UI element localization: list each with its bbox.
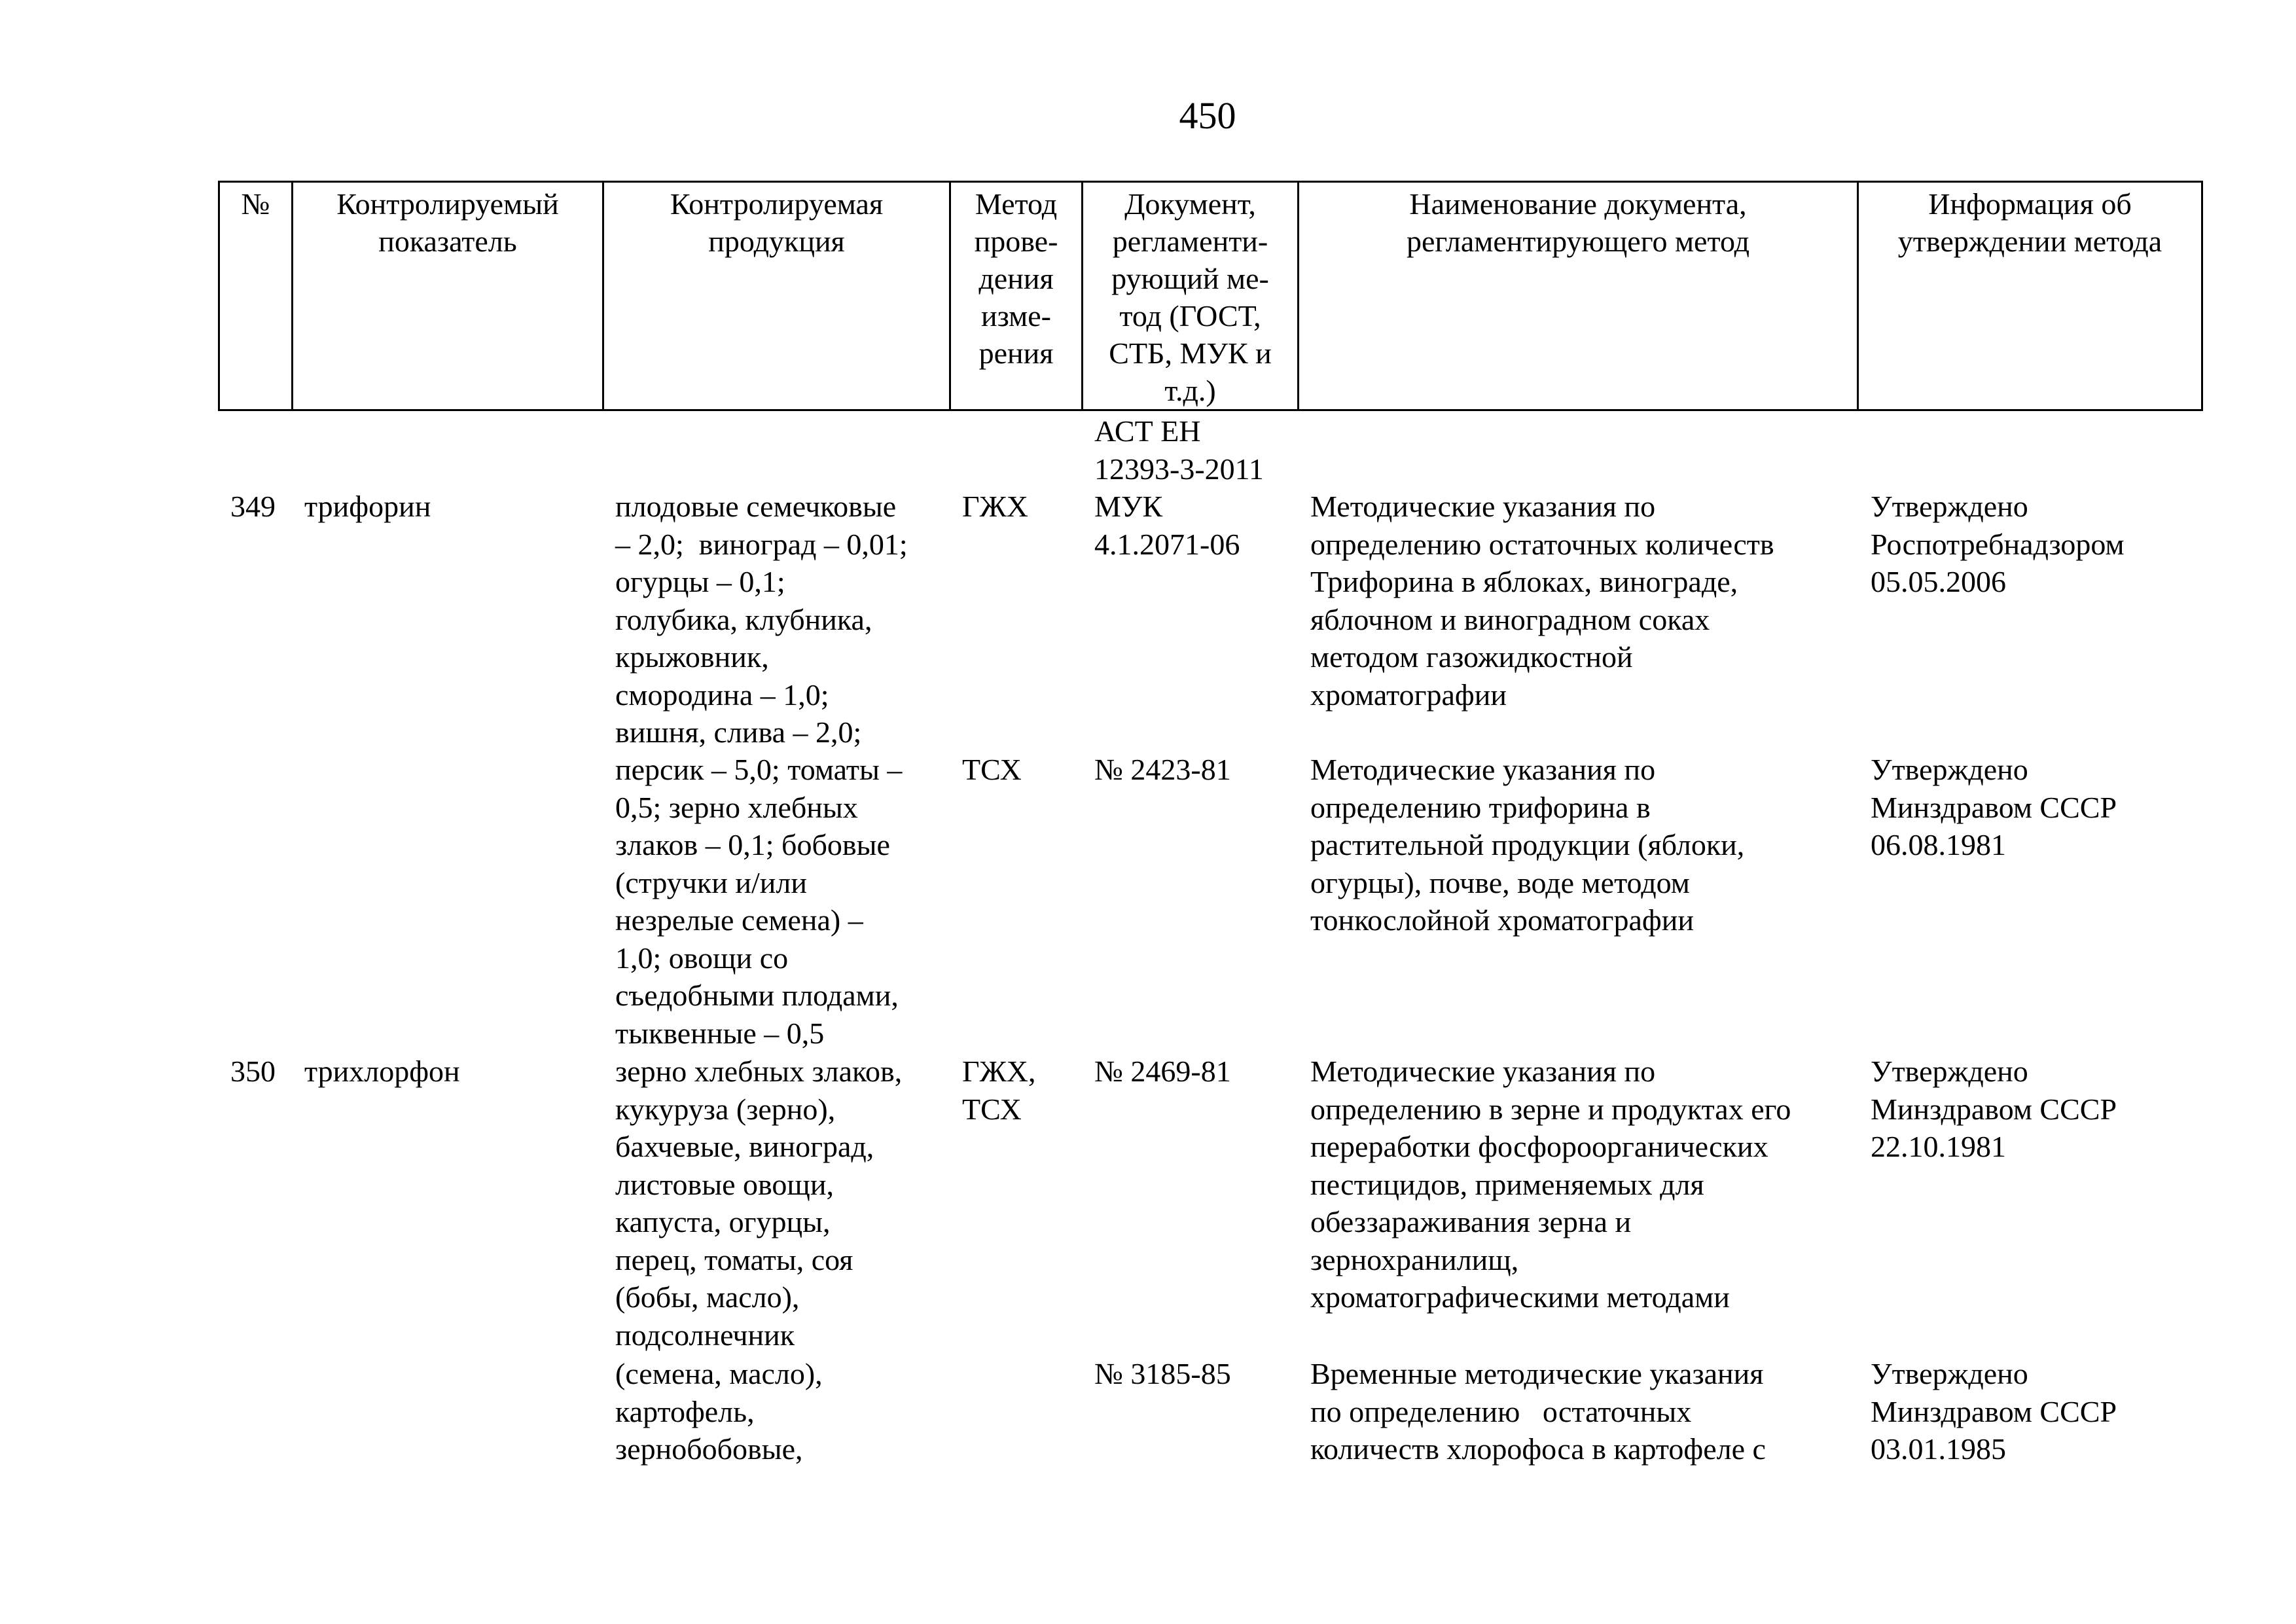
header-indicator: Контролируемый показатель	[293, 182, 603, 410]
row-350-name-1: Методические указания по определению в зерне и продуктах его переработки фосфороорганических пестицидов, применяемых для обеззараживания зерна и зернохранилищ, хроматографическими методами	[1310, 1055, 1791, 1314]
row-349-doc-1: МУК 4.1.2071-06	[1094, 490, 1240, 561]
row-350-info-1: Утверждено Минздравом СССР 22.10.1981	[1871, 1055, 2117, 1163]
table-header	[218, 181, 2203, 411]
header-approval: Информация об утверждении метода	[1858, 182, 2202, 410]
header-num: №	[219, 182, 293, 410]
row-349-method-1: ГЖХ	[962, 490, 1029, 523]
row-349-name-2: Методические указания по определению трифорина в растительной продукции (яблоки, огурцы), почве, воде методом тонкослойной хроматографии	[1310, 753, 1745, 937]
row-350-doc-1: № 2469-81	[1094, 1055, 1231, 1088]
row-350-name-2: Временные методические указания по определению остаточных количеств хлорофоса в картофеле с	[1310, 1357, 1766, 1466]
row-350-num: 350	[230, 1055, 276, 1088]
row-349-indicator: трифорин	[304, 490, 431, 523]
header-product: Контролируемая продукция	[603, 182, 950, 410]
row-350-product-1: зерно хлебных злаков, кукуруза (зерно), бахчевые, виноград, листовые овощи, капуста, огурцы, перец, томаты, соя (бобы, масло), подсолнечник	[615, 1055, 903, 1352]
row-349-product-2: персик – 5,0; томаты – 0,5; зерно хлебных злаков – 0,1; бобовые (стручки и/или незрелые семена) – 1,0; овощи со съедобными плодами, тыквенные – 0,5	[615, 753, 903, 1050]
row-349-info-2: Утверждено Минздравом СССР 06.08.1981	[1871, 753, 2117, 861]
header-document: Документ, регламенти- рующий ме- тод (ГОСТ, СТБ, МУК и т.д.)	[1083, 182, 1299, 410]
row-350-method-1: ГЖХ, ТСХ	[962, 1055, 1036, 1126]
header-method: Метод прове- дения изме- рения	[950, 182, 1083, 410]
carry-doc: АСТ ЕН 12393-3-2011	[1094, 414, 1264, 486]
page-number: 450	[1179, 94, 1236, 137]
row-350-indicator: трихлорфон	[304, 1055, 460, 1088]
row-350-info-2: Утверждено Минздравом СССР 03.01.1985	[1871, 1357, 2117, 1466]
row-349-doc-2: № 2423-81	[1094, 753, 1231, 786]
row-349-num: 349	[230, 490, 276, 523]
row-349-method-2: ТСХ	[962, 753, 1022, 786]
row-349-info-1: Утверждено Роспотребнадзором 05.05.2006	[1871, 490, 2125, 598]
row-349-product-1: плодовые семечковые – 2,0; виноград – 0,01; огурцы – 0,1; голубика, клубника, крыжовник, смородина – 1,0; вишня, слива – 2,0;	[615, 490, 908, 749]
row-350-doc-2: № 3185-85	[1094, 1357, 1231, 1390]
row-350-product-2: (семена, масло), картофель, зернобобовые,	[615, 1357, 823, 1466]
row-349-name-1: Методические указания по определению остаточных количеств Трифорина в яблоках, винограде, яблочном и виноградном соках методом газожидкостной хроматографии	[1310, 490, 1774, 712]
header-doc-name: Наименование документа, регламентирующего метод	[1299, 182, 1858, 410]
